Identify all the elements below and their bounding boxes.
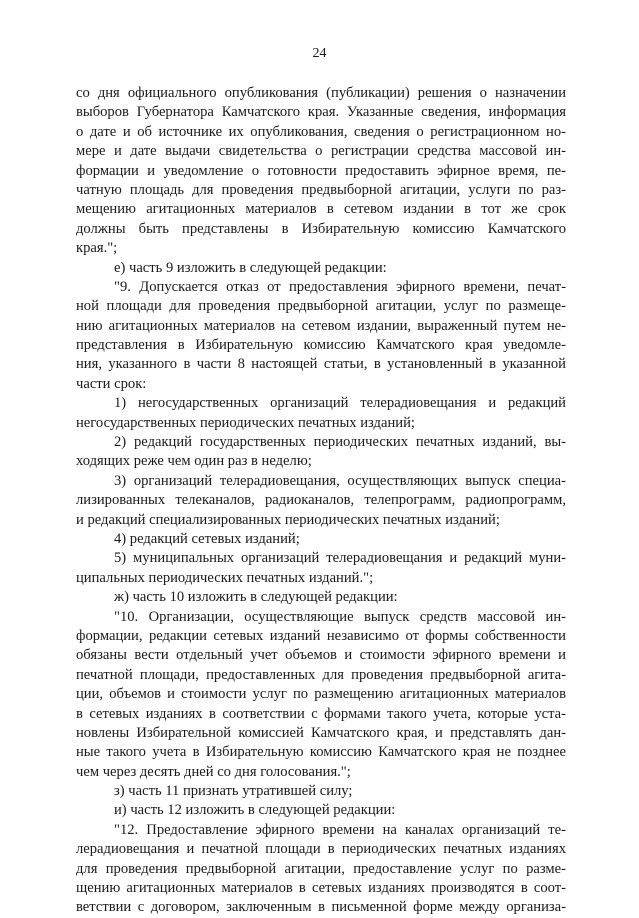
text-line: мере и дате выдачи свидетельства о регистрации средства массовой ин- xyxy=(76,143,566,160)
text-line: 5) муниципальных организаций телерадиовещания и редакций муни- xyxy=(114,550,566,567)
text-line: ходящих реже чем один раз в неделю; xyxy=(76,453,312,470)
document-body xyxy=(76,84,566,918)
text-line: формации и уведомление о готовности предоставить эфирное время, пе- xyxy=(76,162,566,179)
text-line: для проведения предвыборной агитации, предоставление услуг по разме- xyxy=(76,860,566,877)
text-line: ции, объемов и стоимости услуг по размещению агитационных материалов xyxy=(76,686,566,703)
text-line: 3) организаций телерадиовещания, осуществляющих выпуск специа- xyxy=(114,472,566,489)
text-line: мещению агитационных материалов в сетевом издании в тот же срок xyxy=(76,201,566,218)
text-line: со дня официального опубликования (публикации) решения о назначении xyxy=(76,85,566,101)
text-line: печатной площади, предоставленных для проведения предвыборной агита- xyxy=(76,666,566,683)
text-line: "10. Организации, осуществляющие выпуск средств массовой ин- xyxy=(114,608,566,625)
text-line: чем через десять дней со дня голосования."; xyxy=(76,763,351,780)
text-line: ные такого учета в Избирательную комиссию Камчатского края не позднее xyxy=(76,744,566,761)
text-line: з) часть 11 признать утратившей силу; xyxy=(114,783,353,800)
text-line: представления в Избирательную комиссию Камчатского края уведомле- xyxy=(76,337,566,354)
text-line: части срок: xyxy=(76,375,147,392)
text-line: ной площади для проведения предвыборной агитации, услуг по размеще- xyxy=(76,298,566,315)
text-line: 2) редакций государственных периодических печатных изданий, вы- xyxy=(114,434,566,451)
text-line: е) часть 9 изложить в следующей редакции: xyxy=(114,259,387,276)
page-number: 24 xyxy=(312,46,327,61)
text-line: ж) часть 10 изложить в следующей редакции: xyxy=(114,589,398,606)
text-line: "12. Предоставление эфирного времени на каналах организаций те- xyxy=(114,821,566,838)
text-line: края."; xyxy=(76,240,118,257)
text-line: лерадиовещания и печатной площади в периодических печатных изданиях xyxy=(76,841,566,858)
text-line: и) часть 12 изложить в следующей редакции: xyxy=(114,802,396,819)
text-line: нию агитационных материалов на сетевом издании, выраженный путем не- xyxy=(76,317,566,334)
text-line: ципальных периодических печатных изданий."; xyxy=(76,569,374,586)
text-line: обязаны вести отдельный учет объемов и стоимости эфирного времени и xyxy=(76,647,566,664)
text-line: щению агитационных материалов в сетевых изданиях производятся в соот- xyxy=(76,880,566,897)
text-line: о дате и об источнике их опубликования, сведения о регистрационном но- xyxy=(76,123,566,140)
text-line: чатную площадь для проведения предвыборной агитации, услуги по раз- xyxy=(76,181,566,198)
text-line: ветствии с договором, заключенным в письменной форме между организа- xyxy=(76,899,566,916)
text-line: в сетевых изданиях в соответствии с формами такого учета, которые уста- xyxy=(76,705,566,722)
text-line: выборов Губернатора Камчатского края. Указанные сведения, информация xyxy=(76,104,566,121)
text-line: "9. Допускается отказ от предоставления эфирного времени, печат- xyxy=(114,278,566,295)
text-line: лизированных телеканалов, радиоканалов, телепрограмм, радиопрограмм, xyxy=(76,492,566,509)
text-line: ния, указанного в части 8 настоящей статьи, в установленный в указанной xyxy=(76,356,566,373)
text-line: 1) негосударственных организаций телерадиовещания и редакций xyxy=(114,395,566,412)
text-line: и редакций специализированных периодических печатных изданий; xyxy=(76,511,500,528)
text-line: негосударственных периодических печатных изданий; xyxy=(76,414,415,431)
text-line: 4) редакций сетевых изданий; xyxy=(114,530,300,547)
text-line: формации, редакции сетевых изданий независимо от формы собственности xyxy=(76,627,566,644)
text-line: новлены Избирательной комиссией Камчатского края, и представлять дан- xyxy=(76,724,566,741)
text-line: должны быть представлены в Избирательную комиссию Камчатского xyxy=(76,220,566,237)
